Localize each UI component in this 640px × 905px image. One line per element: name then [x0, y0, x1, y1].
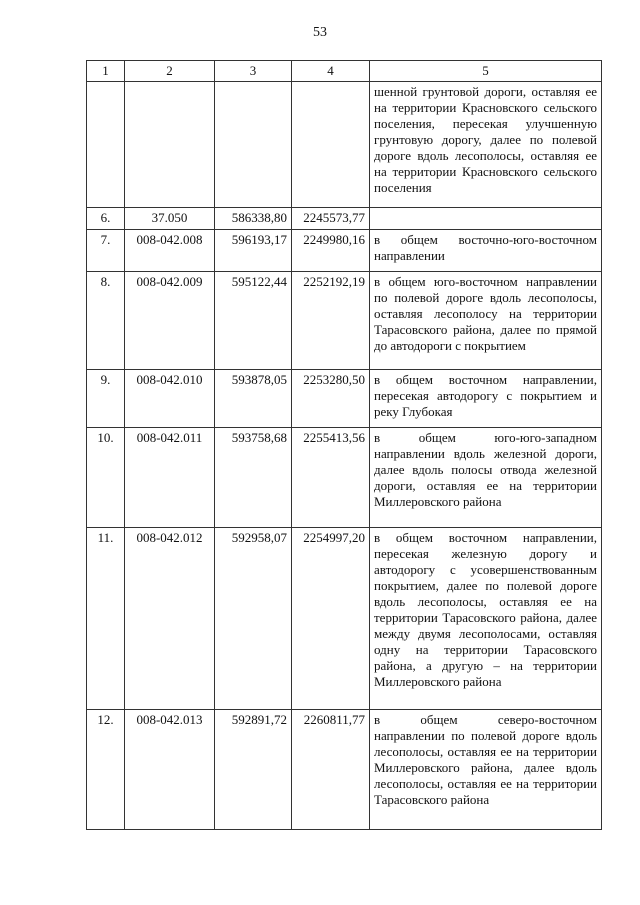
boundary-description: в общем восточно-юго-восточном направлении	[370, 230, 602, 272]
header-row	[87, 61, 602, 82]
point-number	[87, 82, 125, 208]
coordinate-y: 2260811,77	[292, 710, 370, 830]
boundary-description: в общем юго-юго-западном направлении вдоль железной дороги, далее вдоль полосы отвода железной дороги, оставляя ее на территории Миллеровского района	[370, 428, 602, 528]
point-number: 12.	[87, 710, 125, 830]
header-col-4: 4	[292, 61, 370, 82]
point-id	[125, 82, 215, 208]
table-row	[87, 370, 602, 428]
coordinate-y: 2252192,19	[292, 272, 370, 370]
header-col-2: 2	[125, 61, 215, 82]
point-id: 008-042.013	[125, 710, 215, 830]
table-row	[87, 428, 602, 528]
coordinate-x: 596193,17	[215, 230, 292, 272]
page-number: 53	[313, 25, 327, 40]
point-number: 9.	[87, 370, 125, 428]
table-row	[87, 230, 602, 272]
boundary-description: в общем восточном направлении, пересекая автодорогу с покрытием и реку Глубокая	[370, 370, 602, 428]
coordinate-x	[215, 82, 292, 208]
point-id: 008-042.009	[125, 272, 215, 370]
table-row	[87, 272, 602, 370]
table-row	[87, 82, 602, 208]
coordinate-y: 2249980,16	[292, 230, 370, 272]
table-row	[87, 710, 602, 830]
boundary-description: в общем восточном направлении, пересекая железную дорогу и автодорогу с усовершенствованным покрытием, далее по полевой дороге вдоль лесополосы, оставляя ее на территории Тарасовского района, далее между двумя лесополосами, оставляя одну на территории Тарасовского района, а другую – на территории Миллеровского района	[370, 528, 602, 710]
boundary-description: в общем юго-восточном направлении по полевой дороге вдоль лесополосы, оставляя лесополосу на территории Тарасовского района, далее по прямой до автодороги с покрытием	[370, 272, 602, 370]
point-number: 8.	[87, 272, 125, 370]
coordinate-x: 592891,72	[215, 710, 292, 830]
point-id: 008-042.008	[125, 230, 215, 272]
boundary-table	[86, 60, 602, 830]
boundary-description	[370, 208, 602, 230]
point-id: 008-042.012	[125, 528, 215, 710]
header-col-3: 3	[215, 61, 292, 82]
table-row	[87, 528, 602, 710]
coordinate-x: 593758,68	[215, 428, 292, 528]
point-number: 6.	[87, 208, 125, 230]
coordinate-x: 586338,80	[215, 208, 292, 230]
coordinate-x: 595122,44	[215, 272, 292, 370]
coordinate-y	[292, 82, 370, 208]
point-id: 008-042.011	[125, 428, 215, 528]
coordinate-y: 2253280,50	[292, 370, 370, 428]
header-col-1: 1	[87, 61, 125, 82]
point-number: 10.	[87, 428, 125, 528]
table-row	[87, 208, 602, 230]
boundary-description: шенной грунтовой дороги, оставляя ее на территории Красновского сельского поселения, пересекая улучшенную грунтовую дорогу, далее по полевой дороге вдоль лесополосы, оставляя ее на территории Красновского сельского поселения	[370, 82, 602, 208]
coordinate-y: 2245573,77	[292, 208, 370, 230]
coordinate-y: 2255413,56	[292, 428, 370, 528]
coordinate-y: 2254997,20	[292, 528, 370, 710]
coordinate-x: 593878,05	[215, 370, 292, 428]
point-number: 7.	[87, 230, 125, 272]
coordinate-x: 592958,07	[215, 528, 292, 710]
point-number: 11.	[87, 528, 125, 710]
header-col-5: 5	[370, 61, 602, 82]
boundary-description: в общем северо-восточном направлении по полевой дороге вдоль лесополосы, оставляя ее на территории Миллеровского района, далее вдоль лесополосы, оставляя ее на территории Тарасовского района	[370, 710, 602, 830]
point-id: 008-042.010	[125, 370, 215, 428]
point-id: 37.050	[125, 208, 215, 230]
